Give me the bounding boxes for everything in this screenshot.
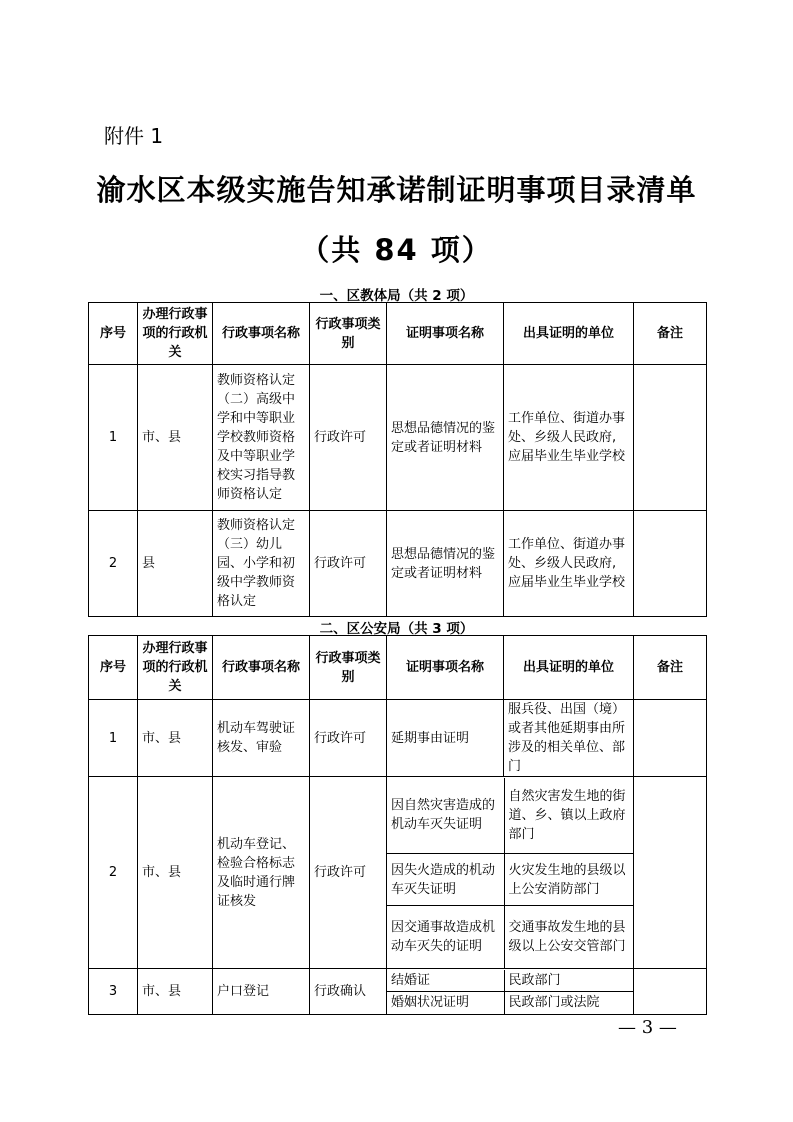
row-agency: 县	[138, 511, 213, 617]
table-row	[89, 365, 707, 511]
header-category: 行政事项类别	[310, 303, 387, 365]
page-number: — 3 —	[618, 1017, 677, 1038]
header-cert: 证明事项名称	[387, 636, 504, 700]
row-no: 2	[89, 511, 138, 617]
table-header-row	[89, 636, 707, 700]
row-issuer: 火灾发生地的县级以上公安消防部门	[504, 854, 634, 906]
header-category: 行政事项类别	[310, 636, 387, 700]
cert-row	[387, 906, 634, 968]
row-issuer: 自然灾害发生地的街道、乡、镇以上政府部门	[504, 778, 634, 854]
row-no: 3	[89, 969, 138, 1015]
header-issuer: 出具证明的单位	[504, 303, 634, 365]
header-note: 备注	[634, 303, 707, 365]
row-item: 教师资格认定（二）高级中学和中等职业学校教师资格及中等职业学校实习指导教师资格认定	[213, 365, 310, 511]
section-title-public-security: 二、区公安局（共 3 项）	[319, 621, 474, 637]
table-row	[89, 700, 707, 777]
education-table	[88, 302, 707, 617]
row-agency: 市、县	[138, 700, 213, 777]
row-note	[634, 511, 707, 617]
row-category: 行政许可	[310, 777, 387, 969]
row-issuer: 交通事故发生地的县级以上公安交管部门	[508, 919, 626, 954]
row-cert: 婚姻状况证明	[387, 992, 504, 1014]
row-issuer: 工作单位、街道办事处、乡级人民政府,应届毕业生毕业学校	[504, 365, 634, 511]
row-cert: 延期事由证明	[387, 700, 504, 777]
row-cert: 思想品德情况的鉴定或者证明材料	[387, 511, 504, 617]
table-row	[89, 511, 707, 617]
row-issuer: 民政部门	[504, 970, 634, 992]
cert-row	[387, 992, 634, 1014]
row-cert: 因交通事故造成机动车灭失的证明	[387, 906, 504, 968]
row-no: 1	[89, 365, 138, 511]
row-agency: 市、县	[138, 777, 213, 969]
row-issuer: 服兵役、出国（境）或者其他延期事由所涉及的相关单位、部门	[504, 700, 634, 777]
row-note	[634, 365, 707, 511]
header-agency: 办理行政事项的行政机关	[138, 303, 213, 365]
row-note	[634, 700, 707, 777]
row-category: 行政许可	[310, 365, 387, 511]
row-issuer: 民政部门或法院	[508, 995, 600, 1011]
row-category: 行政许可	[310, 511, 387, 617]
public-security-table	[88, 635, 707, 1015]
table-row	[89, 969, 707, 1015]
row-item: 机动车驾驶证核发、审验	[213, 700, 310, 777]
cert-row	[387, 970, 634, 992]
row-agency: 市、县	[138, 365, 213, 511]
row-item: 户口登记	[213, 969, 310, 1015]
row-agency: 市、县	[138, 969, 213, 1015]
row-issuer: 工作单位、街道办事处、乡级人民政府,应届毕业生毕业学校	[504, 511, 634, 617]
header-item: 行政事项名称	[213, 636, 310, 700]
row-note	[634, 777, 707, 969]
header-item: 行政事项名称	[213, 303, 310, 365]
row-cert: 思想品德情况的鉴定或者证明材料	[387, 365, 504, 511]
row-cert: 因失火造成的机动车灭失证明	[387, 854, 504, 906]
row-no: 2	[89, 777, 138, 969]
row-cert: 结婚证	[387, 970, 504, 992]
header-no: 序号	[89, 636, 138, 700]
section-title-education: 一、区教体局（共 2 项）	[319, 288, 474, 304]
cert-row	[387, 778, 634, 854]
header-issuer: 出具证明的单位	[504, 636, 634, 700]
header-agency: 办理行政事项的行政机关	[138, 636, 213, 700]
row-no: 1	[89, 700, 138, 777]
cert-subtable-cell	[387, 969, 634, 1015]
row-category: 行政确认	[310, 969, 387, 1015]
row-cert: 因自然灾害造成的机动车灭失证明	[387, 778, 504, 854]
header-note: 备注	[634, 636, 707, 700]
document-title: 渝水区本级实施告知承诺制证明事项目录清单	[96, 173, 697, 207]
header-cert: 证明事项名称	[387, 303, 504, 365]
header-no: 序号	[89, 303, 138, 365]
cert-subtable-cell	[387, 777, 634, 969]
table-row	[89, 777, 707, 969]
cert-subtable	[387, 778, 634, 968]
annex-label: 附件 1	[104, 124, 164, 148]
row-note	[634, 969, 707, 1015]
cert-subtable	[387, 970, 634, 1014]
document-subtitle: （共 84 项）	[300, 233, 493, 267]
row-category: 行政许可	[310, 700, 387, 777]
cert-row	[387, 854, 634, 906]
table-header-row	[89, 303, 707, 365]
row-item: 机动车登记、检验合格标志及临时通行牌证核发	[213, 777, 310, 969]
row-item: 教师资格认定（三）幼儿园、小学和初级中学教师资格认定	[213, 511, 310, 617]
